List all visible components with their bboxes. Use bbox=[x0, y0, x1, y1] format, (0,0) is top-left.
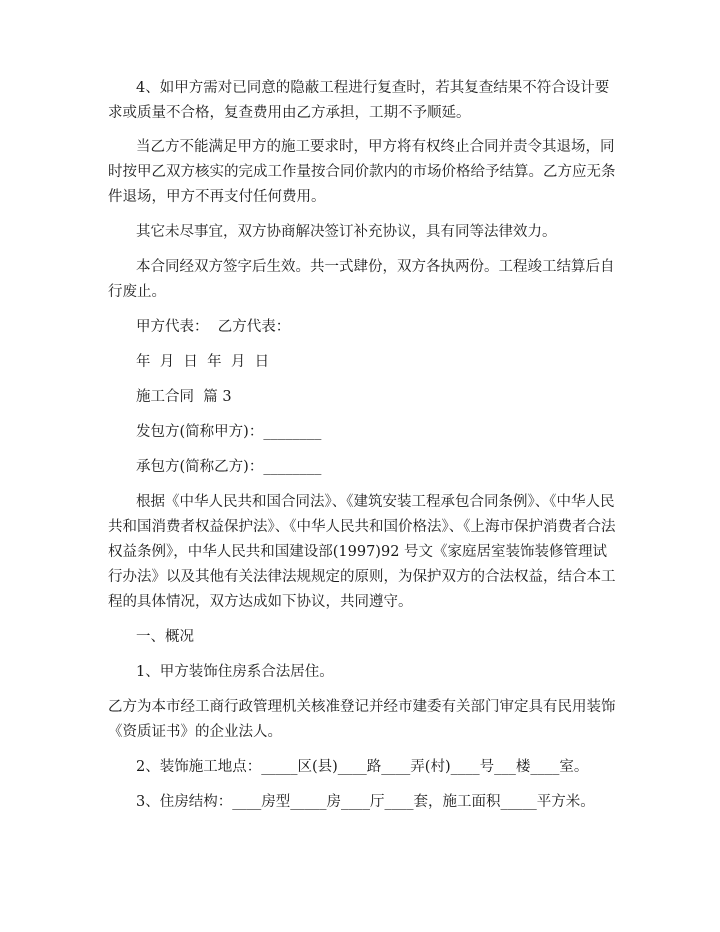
document-page bbox=[108, 76, 620, 815]
signature-representatives: 甲方代表： 乙方代表： bbox=[136, 319, 291, 335]
paragraph-termination-clause: 当乙方不能满足甲方的施工要求时，甲方将有权终止合同并责令其退场，同时按甲乙双方核实的完成工作量按合同价款内的市场价格给予结算。乙方应无条件退场，甲方不再支付任何费用。 bbox=[108, 139, 616, 205]
paragraph-hidden-works-recheck: 4、如甲方需对已同意的隐蔽工程进行复查时，若其复查结果不符合设计要求或质量不合格，复查费用由乙方承担，工期不予顺延。 bbox=[108, 80, 610, 121]
clause-legal-residence: 1、甲方装饰住房系合法居住。 bbox=[136, 664, 334, 680]
paragraph-legal-basis: 根据《中华人民共和国合同法》、《建筑安装工程承包合同条例》、《中华人民共和国消费者权益保护法》、《中华人民共和国价格法》、《上海市保护消费者合法权益条例》，中华人民共和国建设部(1997)92 号文《家庭居室装饰装修管理试行办法》以及其他有关法律法规规定的原则，为保护双方的合法权益，结合本工程的具体情况，双方达成如下协议，共同遵守。 bbox=[108, 494, 616, 610]
clause-construction-site: 2、装饰施工地点：_____区(县)____路____弄(村)____号___楼____室。 bbox=[136, 759, 589, 775]
paragraph-supplementary-agreement: 其它未尽事宜，双方协商解决签订补充协议，具有同等法律效力。 bbox=[136, 224, 557, 240]
party-b-line: 承包方(简称乙方)：________ bbox=[136, 459, 322, 475]
section-title-contract-3: 施工合同 篇 3 bbox=[136, 389, 232, 405]
signature-dates: 年 月 日 年 月 日 bbox=[136, 354, 270, 370]
party-a-line: 发包方(简称甲方)：________ bbox=[136, 424, 322, 440]
heading-overview: 一、概况 bbox=[136, 629, 194, 645]
paragraph-contractor-qualification: 乙方为本市经工商行政管理机关核准登记并经市建委有关部门审定具有民用装饰《资质证书》的企业法人。 bbox=[108, 699, 616, 740]
paragraph-contract-effect: 本合同经双方签字后生效。共一式肆份，双方各执两份。工程竣工结算后自行废止。 bbox=[108, 259, 615, 300]
clause-housing-structure: 3、住房结构：____房型_____房____厅____套，施工面积_____平方米。 bbox=[136, 794, 595, 810]
